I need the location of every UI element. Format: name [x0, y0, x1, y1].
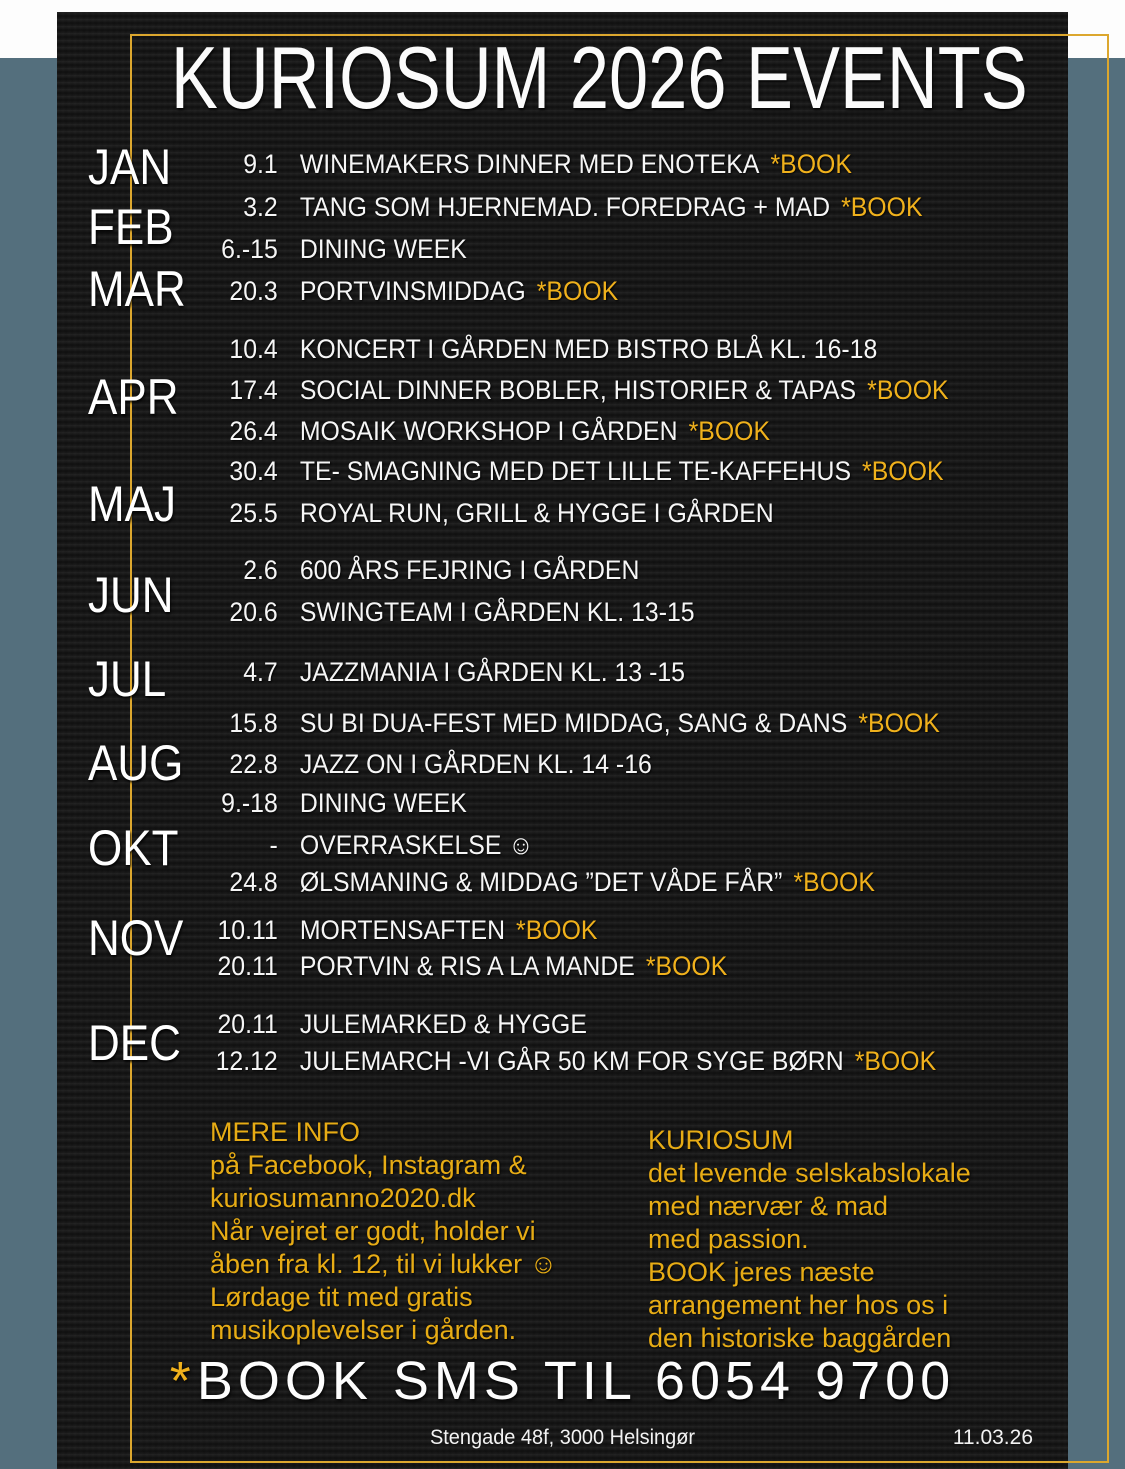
info-line: KURIOSUM — [648, 1125, 794, 1155]
kuriosum-about-block — [648, 1124, 1048, 1355]
event-title: PORTVINSMIDDAG — [299, 276, 526, 306]
month-label-jun: JUN — [88, 567, 174, 623]
event-date: 10.4 — [229, 334, 278, 364]
event-row — [160, 1008, 587, 1040]
event-row — [160, 497, 774, 529]
book-tag: *BOOK — [688, 416, 771, 446]
month-label-mar: MAR — [88, 261, 186, 317]
info-line: den historiske baggården — [648, 1323, 952, 1353]
event-row — [160, 374, 949, 406]
info-line: kuriosumanno2020.dk — [210, 1183, 476, 1213]
event-date: 15.8 — [229, 708, 278, 738]
info-line: Lørdage tit med gratis — [210, 1282, 473, 1312]
month-label-apr: APR — [88, 369, 179, 425]
book-sms-text: BOOK SMS TIL 6054 9700 — [196, 1351, 956, 1411]
book-sms-line — [73, 1352, 1052, 1411]
poster-title: KURIOSUM 2026 EVENTS — [170, 28, 1028, 127]
info-line: MERE INFO — [210, 1117, 361, 1147]
event-row — [160, 455, 944, 487]
event-title: MORTENSAFTEN — [299, 915, 506, 945]
event-row — [160, 554, 639, 586]
info-line: BOOK jeres næste — [648, 1257, 875, 1287]
event-title: JULEMARKED & HYGGE — [299, 1009, 587, 1039]
event-date: 12.12 — [215, 1046, 278, 1076]
event-row — [160, 415, 770, 447]
event-date: 9.-18 — [221, 788, 278, 818]
event-title: KONCERT I GÅRDEN MED BISTRO BLÅ KL. 16-18 — [299, 334, 878, 364]
event-date: 9.1 — [243, 149, 278, 179]
info-line: med nærvær & mad — [648, 1191, 889, 1221]
book-tag: *BOOK — [867, 375, 949, 405]
event-date: 4.7 — [243, 657, 278, 687]
book-tag: *BOOK — [536, 276, 619, 306]
event-title: TE- SMAGNING MED DET LILLE TE-KAFFEHUS — [299, 456, 852, 486]
event-date: 25.5 — [229, 498, 278, 528]
book-tag: *BOOK — [862, 456, 944, 486]
event-date: - — [269, 830, 278, 860]
event-title: JAZZMANIA I GÅRDEN KL. 13 -15 — [299, 657, 685, 687]
event-row — [160, 914, 598, 946]
event-title: SOCIAL DINNER BOBLER, HISTORIER & TAPAS — [299, 375, 857, 405]
info-line: åben fra kl. 12, til vi lukker ☺ — [210, 1249, 558, 1279]
month-label-maj: MAJ — [88, 476, 176, 532]
month-label-okt: OKT — [88, 820, 179, 876]
event-row — [160, 866, 875, 898]
event-row — [160, 748, 652, 780]
book-tag: *BOOK — [645, 951, 728, 981]
info-line: det levende selskabslokale — [648, 1158, 971, 1188]
footer-address: Stengade 48f, 3000 Helsingør — [429, 1426, 696, 1449]
month-label-aug: AUG — [88, 735, 184, 791]
event-date: 6.-15 — [221, 234, 278, 264]
event-row — [160, 148, 852, 180]
event-row — [160, 596, 695, 628]
event-date: 2.6 — [243, 555, 278, 585]
event-title: DINING WEEK — [299, 788, 467, 818]
event-date: 20.11 — [217, 951, 278, 981]
event-row — [160, 829, 534, 861]
info-line: med passion. — [648, 1224, 809, 1254]
event-date: 20.11 — [217, 1009, 278, 1039]
event-date: 22.8 — [229, 749, 278, 779]
event-row — [160, 950, 727, 982]
event-row — [160, 275, 618, 307]
info-line: på Facebook, Instagram & — [210, 1150, 527, 1180]
event-title: DINING WEEK — [299, 234, 467, 264]
event-title: ØLSMANING & MIDDAG ”DET VÅDE FÅR” — [299, 867, 783, 897]
month-label-feb: FEB — [88, 199, 174, 255]
book-tag: *BOOK — [793, 867, 875, 897]
asterisk-icon: * — [169, 1351, 191, 1411]
book-tag: *BOOK — [854, 1046, 937, 1076]
event-title: JULEMARCH -VI GÅR 50 KM FOR SYGE BØRN — [299, 1046, 844, 1076]
event-title: JAZZ ON I GÅRDEN KL. 14 -16 — [299, 749, 652, 779]
event-row — [160, 333, 877, 365]
event-title: WINEMAKERS DINNER MED ENOTEKA — [299, 149, 760, 179]
event-title: MOSAIK WORKSHOP I GÅRDEN — [299, 416, 678, 446]
info-line: musikoplevelser i gården. — [210, 1315, 517, 1345]
event-date: 24.8 — [229, 867, 278, 897]
event-title: SWINGTEAM I GÅRDEN KL. 13-15 — [299, 597, 695, 627]
event-title: TANG SOM HJERNEMAD. FOREDRAG + MAD — [299, 192, 831, 222]
event-date: 3.2 — [243, 192, 278, 222]
more-info-block — [210, 1116, 640, 1347]
book-tag: *BOOK — [770, 149, 852, 179]
event-row — [160, 656, 685, 688]
event-row — [160, 191, 923, 223]
book-tag: *BOOK — [858, 708, 940, 738]
event-date: 10.11 — [217, 915, 278, 945]
event-title: ROYAL RUN, GRILL & HYGGE I GÅRDEN — [299, 498, 774, 528]
event-row — [160, 707, 940, 739]
book-tag: *BOOK — [516, 915, 598, 945]
event-title: 600 ÅRS FEJRING I GÅRDEN — [299, 555, 640, 585]
month-label-jul: JUL — [88, 651, 167, 707]
event-date: 17.4 — [229, 375, 278, 405]
month-label-nov: NOV — [88, 910, 184, 966]
event-date: 30.4 — [229, 456, 278, 486]
book-tag: *BOOK — [841, 192, 923, 222]
event-row — [160, 1045, 936, 1077]
event-row — [160, 233, 467, 265]
info-line: arrangement her hos os i — [648, 1290, 949, 1320]
event-title: SU BI DUA-FEST MED MIDDAG, SANG & DANS — [299, 708, 848, 738]
event-date: 26.4 — [229, 416, 278, 446]
event-title: PORTVIN & RIS A LA MANDE — [299, 951, 635, 981]
event-date: 20.6 — [229, 597, 278, 627]
event-row — [160, 787, 467, 819]
month-label-jan: JAN — [88, 139, 172, 195]
info-line: Når vejret er godt, holder vi — [210, 1216, 536, 1246]
event-date: 20.3 — [229, 276, 278, 306]
month-label-dec: DEC — [88, 1015, 181, 1071]
event-title: OVERRASKELSE ☺ — [299, 830, 534, 860]
footer-date: 11.03.26 — [952, 1426, 1033, 1449]
